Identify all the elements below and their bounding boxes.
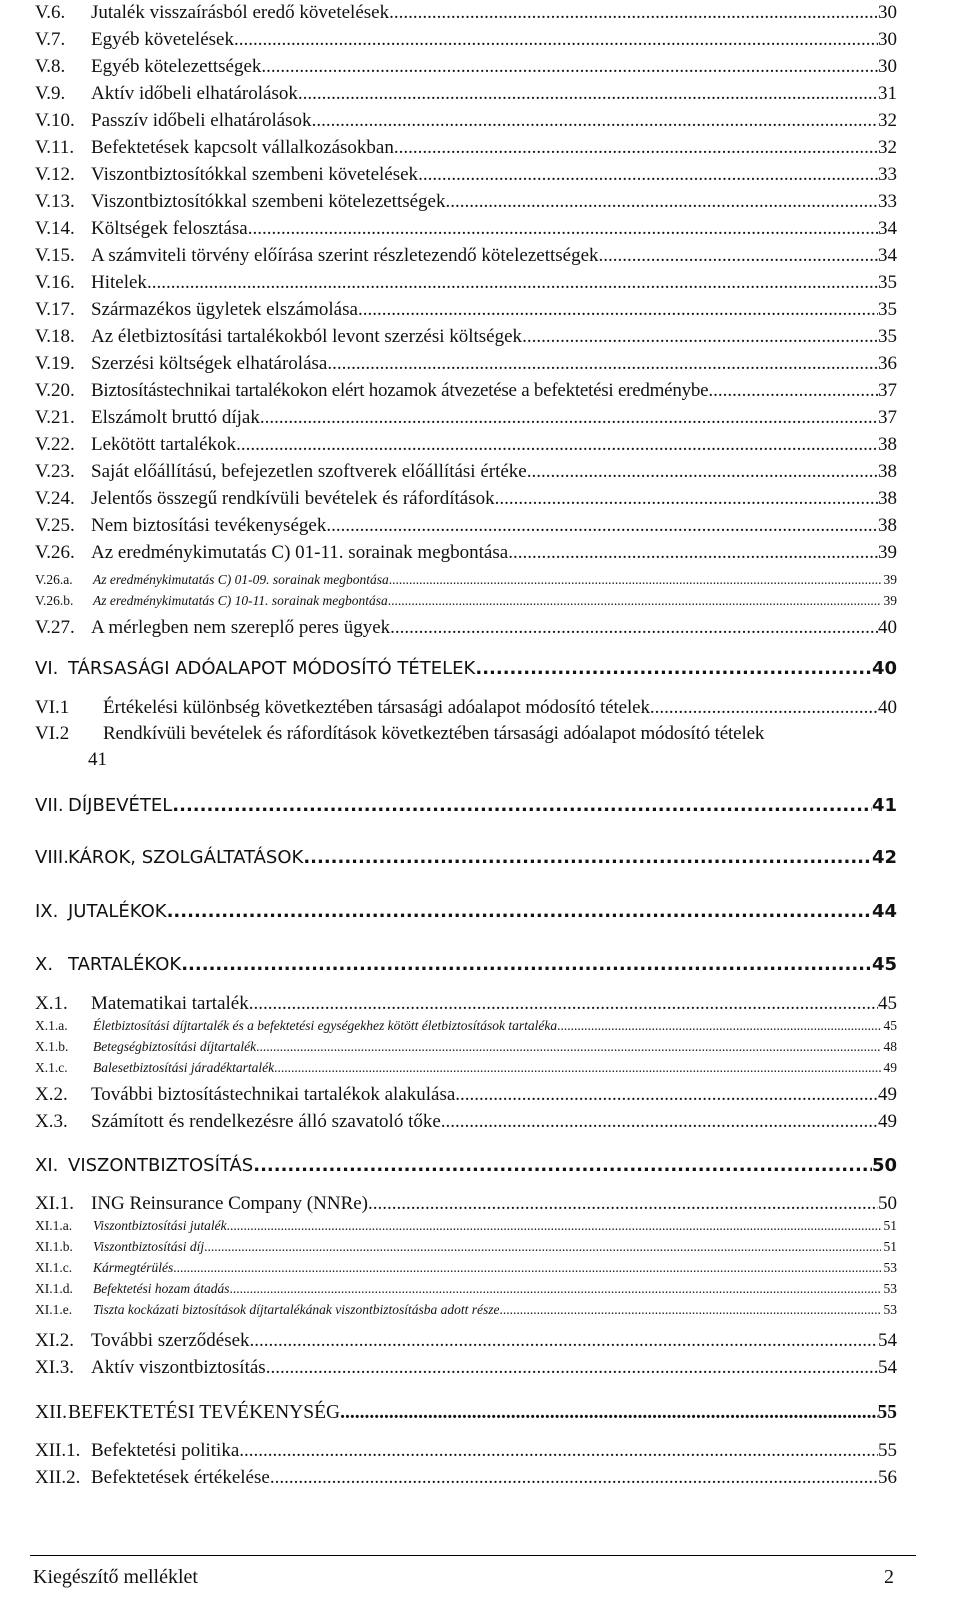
toc-entry[interactable] bbox=[35, 1060, 897, 1076]
toc-entry[interactable] bbox=[35, 1330, 897, 1352]
toc-leader-dots bbox=[172, 795, 872, 816]
toc-entry[interactable] bbox=[35, 2, 897, 24]
toc-entry[interactable] bbox=[35, 723, 897, 770]
toc-entry-title: Befektetések értékelése bbox=[91, 1467, 270, 1488]
toc-entry-title: További szerződések bbox=[91, 1330, 250, 1351]
toc-entry-title: Egyéb követelések bbox=[91, 29, 234, 50]
toc-entry-title: Elszámolt bruttó díjak bbox=[91, 407, 260, 428]
toc-entry-title: Számított és rendelkezésre álló szavatoló tőke bbox=[91, 1111, 441, 1132]
toc-entry-page: 44 bbox=[871, 901, 897, 922]
toc-leader-dots bbox=[229, 1281, 880, 1297]
toc-leader-dots bbox=[236, 434, 878, 456]
toc-entry-number: V.25. bbox=[35, 515, 75, 536]
toc-entry-page: 54 bbox=[878, 1357, 897, 1378]
toc-leader-dots bbox=[650, 697, 878, 719]
toc-entry[interactable] bbox=[35, 164, 897, 186]
toc-leader-dots bbox=[204, 1239, 880, 1255]
toc-entry[interactable] bbox=[35, 1402, 897, 1424]
toc-entry-number: X.1. bbox=[35, 993, 68, 1014]
toc-entry-title: Szerzési költségek elhatárolása bbox=[91, 353, 328, 374]
toc-entry-number: V.22. bbox=[35, 434, 75, 455]
toc-entry-title: ING Reinsurance Company (NNRe) bbox=[91, 1193, 369, 1214]
toc-entry-number: V.26.b. bbox=[35, 593, 74, 608]
toc-entry-number: XI. bbox=[35, 1155, 59, 1176]
toc-entry-title: Rendkívüli bevételek és ráfordítások következtében társasági adóalapot módosító tételek bbox=[103, 723, 765, 744]
toc-entry[interactable] bbox=[35, 29, 897, 51]
toc-entry-title: Passzív időbeli elhatárolások bbox=[91, 110, 312, 131]
toc-entry-title: Jutalék visszaírásból eredő követelések bbox=[91, 2, 390, 23]
toc-entry[interactable] bbox=[35, 847, 897, 868]
toc-entry[interactable] bbox=[35, 1039, 897, 1055]
toc-entry[interactable] bbox=[35, 218, 897, 240]
toc-entry-page: 32 bbox=[878, 137, 897, 158]
toc-entry-number: XI.1.b. bbox=[35, 1239, 73, 1254]
toc-leader-dots bbox=[455, 1084, 878, 1106]
toc-entry-title: Életbiztosítási díjtartalék és a befektetési egységekhez kötött életbiztosítások tartaléka bbox=[93, 1018, 558, 1033]
toc-entry-number: XI.1.a. bbox=[35, 1218, 73, 1233]
toc-entry-number: X.2. bbox=[35, 1084, 68, 1105]
toc-entry-page: 37 bbox=[878, 380, 897, 401]
toc-entry-number: XI.1.d. bbox=[35, 1281, 73, 1296]
toc-entry[interactable] bbox=[35, 515, 897, 537]
toc-entry-page: 53 bbox=[883, 1281, 897, 1296]
toc-entry-page: 40 bbox=[878, 697, 897, 718]
toc-entry-number: V.19. bbox=[35, 353, 75, 374]
footer-divider bbox=[30, 1555, 916, 1556]
toc-entry-number: V.21. bbox=[35, 407, 75, 428]
toc-entry-page: 33 bbox=[878, 164, 897, 185]
toc-entry-number: V.15. bbox=[35, 245, 75, 266]
toc-leader-dots bbox=[181, 954, 872, 975]
toc-entry[interactable] bbox=[35, 1239, 897, 1255]
toc-entry-title: DÍJBEVÉTEL bbox=[68, 795, 173, 816]
toc-entry-page: 35 bbox=[878, 326, 897, 347]
toc-entry-page: 49 bbox=[878, 1111, 897, 1132]
toc-entry-number: XI.1.e. bbox=[35, 1302, 73, 1317]
toc-entry-page: 36 bbox=[878, 353, 897, 374]
toc-entry-number: V.24. bbox=[35, 488, 75, 509]
toc-leader-dots bbox=[298, 83, 878, 105]
toc-leader-dots bbox=[326, 515, 878, 537]
toc-entry-page: 51 bbox=[883, 1239, 897, 1254]
toc-entry-number: V.27. bbox=[35, 617, 75, 638]
toc-entry-number: V.20. bbox=[35, 380, 75, 401]
toc-entry[interactable] bbox=[35, 137, 897, 159]
toc-entry[interactable] bbox=[35, 1357, 897, 1379]
toc-leader-dots bbox=[266, 1357, 878, 1379]
toc-entry-page: 38 bbox=[878, 515, 897, 536]
toc-entry-number: XI.3. bbox=[35, 1357, 75, 1378]
toc-entry-number: V.11. bbox=[35, 137, 75, 158]
toc-leader-dots bbox=[508, 542, 878, 564]
toc-entry[interactable] bbox=[35, 353, 897, 375]
toc-entry-title: Értékelési különbség következtében társasági adóalapot módosító tételek bbox=[103, 697, 650, 718]
toc-entry-number: IX. bbox=[35, 901, 59, 922]
toc-entry-page: 41 bbox=[871, 795, 897, 816]
toc-entry-page: 30 bbox=[878, 56, 897, 77]
toc-entry[interactable] bbox=[35, 1084, 897, 1106]
toc-entry-title: Viszontbiztosítókkal szembeni követelések bbox=[91, 164, 419, 185]
toc-entry-page: 39 bbox=[883, 572, 897, 587]
toc-entry[interactable] bbox=[35, 110, 897, 132]
toc-entry[interactable] bbox=[35, 299, 897, 321]
toc-leader-dots bbox=[522, 326, 878, 348]
toc-entry-number: V.10. bbox=[35, 110, 75, 131]
toc-entry-page: 35 bbox=[878, 299, 897, 320]
toc-entry-title: Viszontbiztosítókkal szembeni kötelezettségek bbox=[91, 191, 446, 212]
toc-entry-title: Aktív időbeli elhatárolások bbox=[91, 83, 298, 104]
toc-entry-page: 41 bbox=[88, 749, 107, 770]
toc-entry-number: V.17. bbox=[35, 299, 75, 320]
toc-entry-title: KÁROK, SZOLGÁLTATÁSOK bbox=[68, 847, 304, 868]
toc-leader-dots bbox=[256, 1039, 880, 1055]
toc-leader-dots bbox=[303, 847, 872, 868]
toc-entry-number: XII.2. bbox=[35, 1467, 81, 1488]
toc-entry-number: VII. bbox=[35, 795, 64, 816]
toc-leader-dots bbox=[249, 993, 878, 1015]
toc-entry-number: XI.1.c. bbox=[35, 1260, 73, 1275]
toc-leader-dots bbox=[389, 2, 878, 24]
toc-leader-dots bbox=[270, 1467, 878, 1489]
toc-entry-page: 32 bbox=[878, 110, 897, 131]
toc-entry[interactable] bbox=[35, 1111, 897, 1133]
toc-leader-dots bbox=[599, 245, 878, 267]
toc-entry-page: 51 bbox=[883, 1218, 897, 1233]
toc-entry[interactable] bbox=[35, 434, 897, 456]
toc-entry-page: 45 bbox=[878, 993, 897, 1014]
toc-entry-title: Egyéb kötelezettségek bbox=[91, 56, 262, 77]
toc-entry-title: További biztosítástechnikai tartalékok alakulása bbox=[91, 1084, 456, 1105]
toc-entry-number: VI.1 bbox=[35, 697, 70, 718]
toc-entry-page: 53 bbox=[883, 1260, 897, 1275]
toc-entry-page: 33 bbox=[878, 191, 897, 212]
toc-entry-number: VI.2 bbox=[35, 723, 70, 744]
toc-entry-page: 37 bbox=[878, 407, 897, 428]
toc-leader-dots bbox=[527, 461, 878, 483]
toc-entry-page: 56 bbox=[878, 1467, 897, 1488]
toc-entry-page: 42 bbox=[871, 847, 897, 868]
toc-entry[interactable] bbox=[35, 1218, 897, 1234]
toc-entry[interactable] bbox=[35, 380, 897, 402]
toc-entry[interactable] bbox=[35, 901, 897, 922]
toc-entry-page: 45 bbox=[871, 954, 897, 975]
toc-entry[interactable] bbox=[35, 461, 897, 483]
toc-entry-title: Befektetések kapcsolt vállalkozásokban bbox=[91, 137, 394, 158]
toc-entry-number: X.1.b. bbox=[35, 1039, 69, 1054]
toc-entry[interactable] bbox=[35, 593, 897, 609]
toc-entry[interactable] bbox=[35, 954, 897, 975]
toc-entry-number: X.1.c. bbox=[35, 1060, 68, 1075]
toc-leader-dots bbox=[312, 110, 878, 132]
toc-entry[interactable] bbox=[35, 1018, 897, 1034]
toc-leader-dots bbox=[340, 1402, 877, 1424]
toc-entry-title: Saját előállítású, befejezetlen szoftverek előállítási értéke bbox=[91, 461, 527, 482]
toc-entry-page: 50 bbox=[871, 1155, 897, 1176]
toc-entry-number: X.3. bbox=[35, 1111, 68, 1132]
toc-entry[interactable] bbox=[35, 542, 897, 564]
footer-title: Kiegészítő melléklet bbox=[33, 1566, 198, 1588]
toc-entry-title: Jelentős összegű rendkívüli bevételek és ráfordítások bbox=[91, 488, 495, 509]
toc-entry-page: 53 bbox=[883, 1302, 897, 1317]
toc-entry-title: Biztosítástechnikai tartalékokon elért hozamok átvezetése a befektetési eredménybe bbox=[91, 380, 709, 401]
toc-entry[interactable] bbox=[35, 572, 897, 588]
toc-entry-page: 39 bbox=[878, 542, 897, 563]
toc-leader-dots bbox=[495, 488, 878, 510]
toc-leader-dots bbox=[248, 218, 878, 240]
toc-entry[interactable] bbox=[35, 245, 897, 267]
toc-leader-dots bbox=[388, 593, 881, 609]
toc-entry-page: 34 bbox=[878, 245, 897, 266]
toc-entry-page: 48 bbox=[883, 1039, 897, 1054]
toc-leader-dots bbox=[234, 29, 878, 51]
toc-entry-title: TARTALÉKOK bbox=[68, 954, 182, 975]
toc-entry-title: Az életbiztosítási tartalékokból levont szerzési költségek bbox=[91, 326, 523, 347]
toc-entry[interactable] bbox=[35, 191, 897, 213]
toc-entry[interactable] bbox=[35, 1155, 897, 1176]
toc-entry-title: VISZONTBIZTOSÍTÁS bbox=[68, 1155, 254, 1176]
toc-entry-number: V.13. bbox=[35, 191, 75, 212]
toc-entry-title: Az eredménykimutatás C) 01-09. sorainak megbontása bbox=[93, 572, 389, 587]
toc-entry-page: 50 bbox=[878, 1193, 897, 1214]
toc-entry[interactable] bbox=[35, 272, 897, 294]
toc-entry[interactable] bbox=[35, 83, 897, 105]
toc-entry-number: V.16. bbox=[35, 272, 75, 293]
toc-entry-title: Lekötött tartalékok bbox=[91, 434, 237, 455]
toc-entry[interactable] bbox=[35, 1281, 897, 1297]
toc-entry-number: V.6. bbox=[35, 2, 66, 23]
toc-entry-title: Befektetési hozam átadás bbox=[93, 1281, 230, 1296]
toc-entry-page: 39 bbox=[883, 593, 897, 608]
toc-entry-number: V.9. bbox=[35, 83, 66, 104]
toc-entry-number: XII.1. bbox=[35, 1440, 81, 1461]
toc-leader-dots bbox=[167, 901, 872, 922]
toc-entry-title: Balesetbiztosítási járadéktartalék bbox=[93, 1060, 275, 1075]
toc-entry-number: V.7. bbox=[35, 29, 66, 50]
toc-entry[interactable] bbox=[35, 1440, 897, 1462]
toc-entry-title: Betegségbiztosítási díjtartalék bbox=[93, 1039, 257, 1054]
toc-leader-dots bbox=[227, 1218, 881, 1234]
toc-entry-title: Hitelek bbox=[91, 272, 147, 293]
toc-leader-dots bbox=[173, 1260, 880, 1276]
toc-entry-title: A számviteli törvény előírása szerint részletezendő kötelezettségek bbox=[91, 245, 599, 266]
toc-entry-page: 31 bbox=[878, 83, 897, 104]
toc-entry-number: XI.2. bbox=[35, 1330, 75, 1351]
toc-entry-page: 55 bbox=[877, 1402, 897, 1423]
toc-entry-title: Nem biztosítási tevékenységek bbox=[91, 515, 327, 536]
toc-entry-number: X. bbox=[35, 954, 54, 975]
toc-entry-page: 55 bbox=[878, 1440, 897, 1461]
toc-entry-title: BEFEKTETÉSI TEVÉKENYSÉG bbox=[68, 1402, 341, 1423]
toc-leader-dots bbox=[261, 56, 878, 78]
toc-entry-page: 38 bbox=[878, 434, 897, 455]
toc-leader-dots bbox=[500, 1302, 881, 1318]
toc-leader-dots bbox=[239, 1440, 878, 1462]
toc-entry-title: Aktív viszontbiztosítás bbox=[91, 1357, 266, 1378]
toc-entry-number: V.8. bbox=[35, 56, 66, 77]
toc-entry-number: VIII. bbox=[35, 847, 69, 868]
toc-entry-number: V.26.a. bbox=[35, 572, 73, 587]
toc-entry[interactable] bbox=[35, 56, 897, 78]
toc-leader-dots bbox=[147, 272, 878, 294]
toc-leader-dots bbox=[389, 572, 881, 588]
toc-leader-dots bbox=[274, 1060, 880, 1076]
toc-leader-dots bbox=[445, 191, 878, 213]
toc-entry-page: 40 bbox=[878, 617, 897, 638]
toc-leader-dots bbox=[441, 1111, 878, 1133]
toc-leader-dots bbox=[368, 1193, 878, 1215]
toc-entry[interactable] bbox=[35, 1302, 897, 1318]
toc-entry-title: Költségek felosztása bbox=[91, 218, 248, 239]
toc-leader-dots bbox=[557, 1018, 880, 1034]
toc-entry-number: V.14. bbox=[35, 218, 75, 239]
toc-entry-title: Matematikai tartalék bbox=[91, 993, 249, 1014]
toc-entry-title: Kármegtérülés bbox=[93, 1260, 174, 1275]
toc-entry-page: 38 bbox=[878, 461, 897, 482]
toc-entry-page: 35 bbox=[878, 272, 897, 293]
toc-entry-page: 30 bbox=[878, 2, 897, 23]
toc-leader-dots bbox=[253, 1155, 872, 1176]
toc-entry[interactable] bbox=[35, 697, 897, 719]
toc-entry-title: Viszontbiztosítási díj bbox=[93, 1239, 205, 1254]
toc-entry-number: V.23. bbox=[35, 461, 75, 482]
toc-entry-title: TÁRSASÁGI ADÓALAPOT MÓDOSÍTÓ TÉTELEK bbox=[68, 658, 476, 679]
toc-entry-title: Tiszta kockázati biztosítások díjtartalékának viszontbiztosításba adott része bbox=[93, 1302, 500, 1317]
toc-entry-page: 38 bbox=[878, 488, 897, 509]
toc-entry-page: 30 bbox=[878, 29, 897, 50]
toc-leader-dots bbox=[358, 299, 878, 321]
toc-entry[interactable] bbox=[35, 795, 897, 816]
toc-entry[interactable] bbox=[35, 658, 897, 679]
toc-entry-page: 45 bbox=[883, 1018, 897, 1033]
toc-leader-dots bbox=[327, 353, 878, 375]
toc-entry-number: V.26. bbox=[35, 542, 75, 563]
page-number: 2 bbox=[884, 1566, 894, 1588]
toc-entry-page: 49 bbox=[878, 1084, 897, 1105]
toc-leader-dots bbox=[475, 658, 872, 679]
toc-leader-dots bbox=[708, 380, 878, 402]
toc-entry-title: Befektetési politika bbox=[91, 1440, 240, 1461]
toc-entry[interactable] bbox=[35, 407, 897, 429]
toc-entry[interactable] bbox=[35, 326, 897, 348]
toc-entry-title: A mérlegben nem szereplő peres ügyek bbox=[91, 617, 391, 638]
toc-entry-title: Származékos ügyletek elszámolása bbox=[91, 299, 358, 320]
toc-leader-dots bbox=[390, 617, 878, 639]
toc-entry-title: JUTALÉKOK bbox=[68, 901, 167, 922]
toc-entry-number: X.1.a. bbox=[35, 1018, 68, 1033]
toc-entry[interactable] bbox=[35, 1193, 897, 1215]
toc-entry-number: V.18. bbox=[35, 326, 75, 347]
toc-entry[interactable] bbox=[35, 617, 897, 639]
toc-entry-number: V.12. bbox=[35, 164, 75, 185]
toc-entry[interactable] bbox=[35, 1260, 897, 1276]
toc-leader-dots bbox=[418, 164, 878, 186]
toc-entry-page: 40 bbox=[871, 658, 897, 679]
toc-entry[interactable] bbox=[35, 488, 897, 510]
toc-entry-number: XII. bbox=[35, 1402, 67, 1423]
toc-entry-page: 54 bbox=[878, 1330, 897, 1351]
toc-entry-title: Viszontbiztosítási jutalék bbox=[93, 1218, 227, 1233]
toc-entry[interactable] bbox=[35, 993, 897, 1015]
toc-entry-page: 49 bbox=[883, 1060, 897, 1075]
toc-entry-title: Az eredménykimutatás C) 01-11. sorainak megbontása bbox=[91, 542, 509, 563]
toc-entry-page: 34 bbox=[878, 218, 897, 239]
toc-entry-number: XI.1. bbox=[35, 1193, 75, 1214]
toc-leader-dots bbox=[260, 407, 878, 429]
toc-leader-dots bbox=[250, 1330, 878, 1352]
toc-entry[interactable] bbox=[35, 1467, 897, 1489]
toc-entry-number: VI. bbox=[35, 658, 59, 679]
toc-entry-title: Az eredménykimutatás C) 10-11. sorainak megbontása bbox=[93, 593, 388, 608]
toc-leader-dots bbox=[394, 137, 878, 159]
